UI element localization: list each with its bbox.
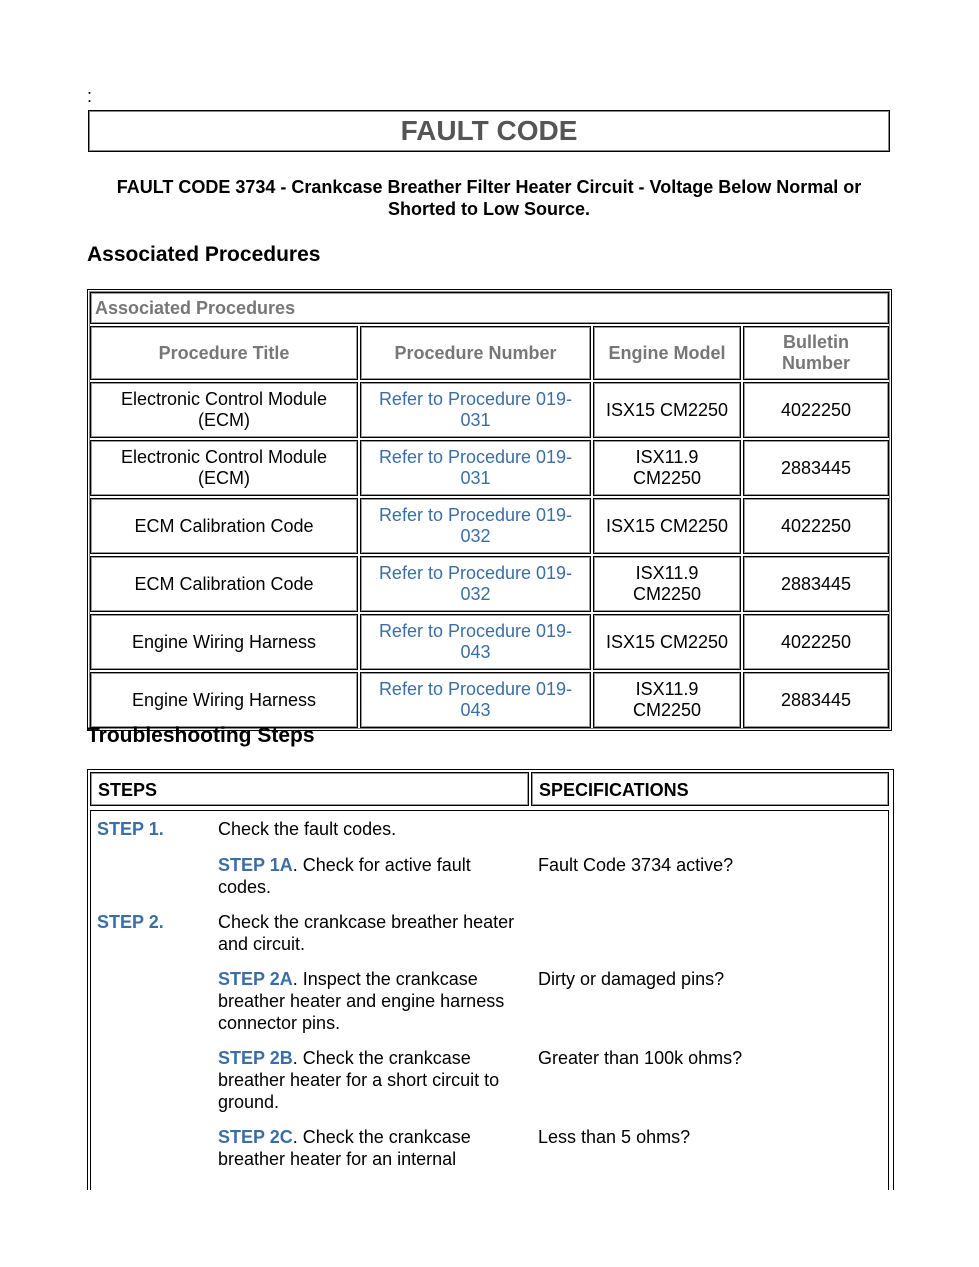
engine-model-cell: ISX11.9 CM2250 (593, 556, 741, 612)
table-row (90, 556, 889, 612)
specifications-column-header: SPECIFICATIONS (531, 772, 889, 806)
step-1a-spec: Fault Code 3734 active? (538, 855, 734, 875)
col-procedure-title: Procedure Title (90, 326, 358, 380)
associated-procedures-heading: Associated Procedures (87, 243, 321, 266)
step-2c-text (218, 1126, 528, 1170)
procedure-link[interactable]: Refer to Procedure 019-043 (360, 672, 591, 728)
table-header-row (90, 326, 889, 380)
bulletin-number-cell: 4022250 (743, 614, 889, 670)
step-2a-description: . Inspect the crankcase breather heater and engine harness connector pins. (218, 969, 505, 1033)
col-procedure-number: Procedure Number (360, 326, 591, 380)
procedure-link[interactable]: Refer to Procedure 019-031 (360, 440, 591, 496)
step-1-link[interactable]: STEP 1. (97, 819, 164, 839)
procedure-title-cell: Engine Wiring Harness (90, 672, 358, 728)
engine-model-cell: ISX15 CM2250 (593, 382, 741, 438)
step-1a-text (218, 854, 528, 898)
col-bulletin-number: Bulletin Number (743, 326, 889, 380)
table-row (90, 672, 889, 728)
procedure-title-cell: ECM Calibration Code (90, 556, 358, 612)
col-engine-model: Engine Model (593, 326, 741, 380)
step-2a-text (218, 968, 528, 1034)
bulletin-number-cell: 4022250 (743, 382, 889, 438)
table-row (90, 498, 889, 554)
step-2b-description: . Check the crankcase breather heater for a short circuit to ground. (218, 1048, 500, 1112)
step-2-text: Check the crankcase breather heater and circuit. (218, 912, 515, 954)
procedure-title-cell: Electronic Control Module (ECM) (90, 382, 358, 438)
bulletin-number-cell: 2883445 (743, 672, 889, 728)
bulletin-number-cell: 4022250 (743, 498, 889, 554)
step-1a-link[interactable]: STEP 1A (218, 855, 293, 875)
step-2a-link[interactable]: STEP 2A (218, 969, 293, 989)
step-2b-link[interactable]: STEP 2B (218, 1048, 293, 1068)
troubleshooting-heading: Troubleshooting Steps (87, 724, 315, 747)
bulletin-number-cell: 2883445 (743, 440, 889, 496)
step-2c-spec: Less than 5 ohms? (538, 1127, 691, 1147)
procedure-link[interactable]: Refer to Procedure 019-043 (360, 614, 591, 670)
table-caption: Associated Procedures (90, 292, 889, 324)
table-row (90, 440, 889, 496)
step-2c-link[interactable]: STEP 2C (218, 1127, 293, 1147)
engine-model-cell: ISX15 CM2250 (593, 614, 741, 670)
procedure-title-cell: Electronic Control Module (ECM) (90, 440, 358, 496)
table-row (90, 382, 889, 438)
procedure-link[interactable]: Refer to Procedure 019-032 (360, 498, 591, 554)
step-2b-spec: Greater than 100k ohms? (538, 1048, 743, 1068)
step-2c-description: . Check the crankcase breather heater for an internal (218, 1127, 471, 1169)
step-1-text: Check the fault codes. (218, 819, 397, 839)
procedure-title-cell: ECM Calibration Code (90, 498, 358, 554)
step-2b-text (218, 1047, 528, 1113)
step-1a-description: . Check for active fault codes. (218, 855, 471, 897)
procedure-link[interactable]: Refer to Procedure 019-032 (360, 556, 591, 612)
engine-model-cell: ISX11.9 CM2250 (593, 440, 741, 496)
steps-column-header: STEPS (90, 772, 529, 806)
fault-code-title: FAULT CODE 3734 - Crankcase Breather Filter Heater Circuit - Voltage Below Normal or Shorted to Low Source. (116, 177, 862, 219)
fault-code-header: FAULT CODE (88, 110, 890, 152)
procedure-link[interactable]: Refer to Procedure 019-031 (360, 382, 591, 438)
colon-marker: : (87, 86, 93, 106)
engine-model-cell: ISX15 CM2250 (593, 498, 741, 554)
bulletin-number-cell: 2883445 (743, 556, 889, 612)
step-2-link[interactable]: STEP 2. (97, 912, 164, 932)
step-2a-spec: Dirty or damaged pins? (538, 969, 725, 989)
engine-model-cell: ISX11.9 CM2250 (593, 672, 741, 728)
procedure-title-cell: Engine Wiring Harness (90, 614, 358, 670)
table-row (90, 614, 889, 670)
associated-procedures-table (87, 289, 892, 731)
